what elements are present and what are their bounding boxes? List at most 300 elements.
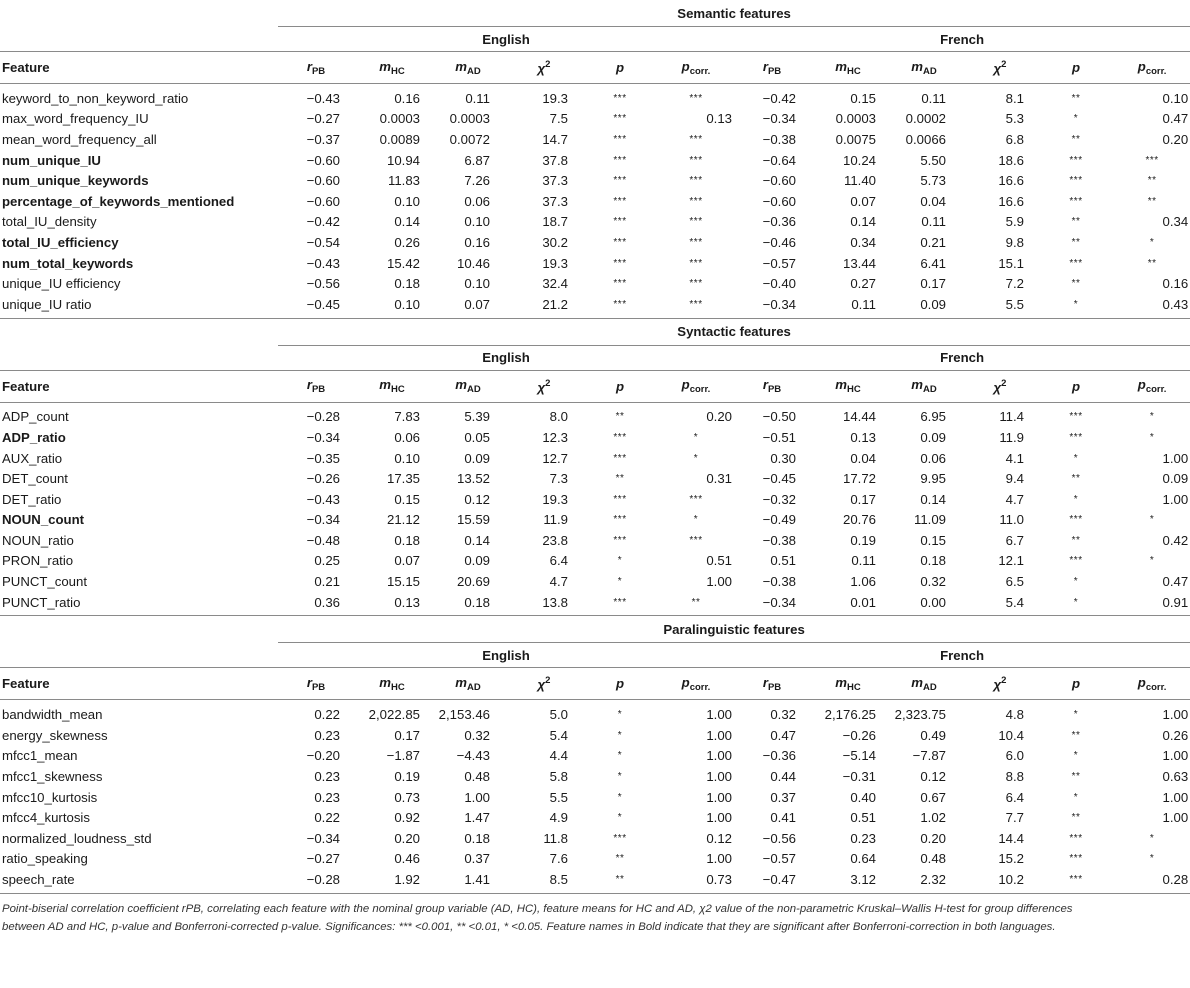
cell-pcorr-en: *** (689, 216, 703, 228)
cell-p-en: *** (613, 493, 627, 505)
cell-pcorr-fr: 0.20 (1162, 131, 1189, 147)
cell-chi2-en: 4.7 (549, 574, 568, 590)
feature-name: mfcc4_kurtosis (2, 810, 90, 826)
column-mhc: $m_{HC}$ (810, 370, 886, 402)
cell-chi2-en: 19.3 (542, 491, 568, 507)
cell-p-en: * (617, 555, 623, 567)
feature-name: PRON_ratio (2, 553, 74, 569)
cell-rpb-fr: −0.34 (762, 296, 796, 312)
cell-mhc-fr: −0.31 (842, 769, 876, 785)
cell-pcorr-en: 0.31 (706, 471, 732, 487)
cell-mad-fr: 0.11 (921, 214, 946, 230)
cell-pcorr-en: *** (689, 175, 703, 187)
cell-rpb-en: 0.36 (314, 594, 340, 610)
cell-mhc-fr: 0.14 (850, 214, 876, 230)
cell-mhc-en: 0.10 (394, 296, 420, 312)
cell-rpb-fr: −0.42 (762, 90, 796, 106)
feature-name: AUX_ratio (2, 450, 63, 466)
cell-pcorr-en: *** (689, 298, 703, 310)
cell-chi2-en: 19.3 (542, 90, 568, 106)
cell-rpb-fr: 0.37 (770, 789, 796, 805)
cell-chi2-en: 4.9 (549, 810, 568, 826)
cell-pcorr-fr: 1.00 (1162, 810, 1189, 826)
cell-pcorr-en: * (693, 431, 699, 443)
table-row (0, 212, 1190, 233)
language-english: English (278, 27, 734, 52)
cell-mad-en: 0.0003 (449, 111, 490, 127)
cell-mad-en: 0.10 (464, 276, 490, 292)
feature-name: unique_IU efficiency (2, 276, 121, 292)
cell-chi2-en: 19.3 (542, 255, 568, 271)
table-row (0, 489, 1190, 510)
cell-p-en: *** (613, 236, 627, 248)
cell-mad-en: 13.52 (456, 471, 490, 487)
cell-rpb-en: 0.22 (314, 810, 340, 826)
cell-mad-en: 1.41 (464, 872, 490, 888)
feature-name: speech_rate (2, 872, 75, 888)
cell-mhc-en: 0.13 (394, 594, 420, 610)
language-header-row (0, 643, 1190, 668)
cell-mad-en: 1.47 (464, 810, 490, 826)
cell-p-fr: ** (1071, 812, 1081, 824)
feature-name: PUNCT_ratio (2, 594, 81, 610)
feature-name: normalized_loudness_std (2, 830, 152, 846)
table-row (0, 704, 1190, 725)
cell-mad-fr: 0.15 (920, 532, 946, 548)
cell-p-en: * (617, 729, 623, 741)
column-pcorr: $p_{corr.}$ (658, 52, 734, 84)
table-row (0, 232, 1190, 253)
cell-rpb-fr: −0.40 (762, 276, 796, 292)
cell-mhc-fr: 13.44 (842, 255, 876, 271)
cell-pcorr-en: *** (689, 236, 703, 248)
cell-p-en: *** (613, 92, 627, 104)
cell-p-fr: ** (1071, 278, 1081, 290)
cell-p-fr: ** (1071, 133, 1081, 145)
feature-name: num_unique_keywords (2, 173, 149, 189)
cell-mad-fr: 2,323.75 (894, 707, 946, 723)
column-p: p (1038, 668, 1114, 700)
cell-p-en: ** (615, 874, 625, 886)
column-mad: $m_{AD}$ (430, 52, 506, 84)
cell-pcorr-fr: 1.00 (1162, 707, 1189, 723)
cell-mhc-en: 0.15 (394, 491, 420, 507)
cell-rpb-en: 0.21 (314, 574, 340, 590)
cell-p-fr: ** (1071, 534, 1081, 546)
column-header-row (0, 668, 1190, 700)
cell-pcorr-en: 0.51 (706, 553, 732, 569)
cell-pcorr-en: *** (689, 493, 703, 505)
cell-chi2-fr: 6.7 (1005, 532, 1024, 548)
table-row (0, 170, 1190, 191)
cell-p-en: ** (615, 473, 625, 485)
cell-pcorr-en: 1.00 (706, 769, 732, 785)
feature-name: DET_ratio (2, 491, 62, 507)
cell-mhc-en: 0.07 (394, 553, 420, 569)
cell-rpb-fr: −0.38 (762, 532, 796, 548)
cell-pcorr-en: *** (689, 133, 703, 145)
feature-name: num_unique_IU (2, 152, 101, 168)
table-row (0, 109, 1190, 130)
cell-pcorr-en: 1.00 (706, 727, 732, 743)
cell-chi2-fr: 4.1 (1005, 450, 1024, 466)
cell-mad-en: 0.09 (464, 450, 490, 466)
cell-rpb-en: −0.20 (306, 748, 340, 764)
cell-chi2-fr: 5.3 (1005, 111, 1024, 127)
column-rpb: $r_{PB}$ (278, 370, 354, 402)
cell-chi2-fr: 4.8 (1005, 707, 1024, 723)
section-title-row (0, 0, 1190, 27)
cell-p-en: * (617, 791, 623, 803)
cell-mad-en: 7.26 (464, 173, 490, 189)
column-pcorr: $p_{corr.}$ (1114, 668, 1190, 700)
cell-p-en: *** (613, 534, 627, 546)
cell-pcorr-fr: 0.09 (1162, 471, 1189, 487)
feature-name: DET_count (2, 471, 68, 487)
cell-chi2-en: 4.4 (549, 748, 568, 764)
cell-chi2-fr: 5.9 (1005, 214, 1024, 230)
cell-rpb-fr: −0.57 (762, 255, 796, 271)
table-row (0, 849, 1190, 870)
cell-mad-en: 0.18 (464, 594, 490, 610)
cell-mhc-fr: −5.14 (842, 748, 876, 764)
cell-pcorr-fr: 0.63 (1162, 769, 1189, 785)
cell-chi2-en: 21.2 (542, 296, 568, 312)
feature-name: mfcc10_kurtosis (2, 789, 98, 805)
cell-p-en: *** (613, 133, 627, 145)
cell-p-en: * (617, 771, 623, 783)
cell-mhc-fr: 0.15 (850, 90, 876, 106)
cell-chi2-fr: 4.7 (1005, 491, 1024, 507)
cell-mhc-en: 0.14 (394, 214, 420, 230)
cell-chi2-en: 12.3 (542, 429, 568, 445)
cell-chi2-fr: 15.1 (998, 255, 1024, 271)
cell-rpb-en: 0.23 (314, 789, 340, 805)
cell-mad-en: 0.07 (464, 296, 490, 312)
cell-rpb-fr: −0.64 (762, 152, 796, 168)
cell-mad-fr: 0.17 (920, 276, 946, 292)
cell-mhc-en: 0.10 (394, 450, 420, 466)
cell-chi2-fr: 11.4 (999, 409, 1024, 425)
feature-name: bandwidth_mean (2, 707, 103, 723)
cell-mhc-fr: 17.72 (842, 471, 876, 487)
cell-rpb-fr: 0.32 (770, 707, 796, 723)
feature-name: max_word_frequency_IU (2, 111, 149, 127)
cell-mad-fr: 0.18 (920, 553, 946, 569)
cell-p-en: *** (613, 195, 627, 207)
cell-pcorr-fr: ** (1147, 175, 1157, 187)
language-french: French (734, 345, 1190, 370)
language-english: English (278, 345, 734, 370)
cell-chi2-en: 37.3 (542, 173, 568, 189)
cell-p-en: *** (613, 596, 627, 608)
cell-chi2-fr: 9.4 (1005, 471, 1024, 487)
cell-p-fr: *** (1069, 832, 1083, 844)
cell-rpb-en: 0.22 (314, 707, 340, 723)
cell-pcorr-fr: 1.00 (1162, 450, 1189, 466)
cell-mhc-fr: 0.27 (850, 276, 876, 292)
cell-mad-en: −4.43 (456, 748, 490, 764)
cell-mhc-en: 1.92 (394, 872, 420, 888)
cell-mad-en: 1.00 (464, 789, 490, 805)
cell-pcorr-fr: ** (1147, 257, 1157, 269)
cell-pcorr-fr: 0.47 (1162, 111, 1189, 127)
table-row (0, 551, 1190, 572)
column-mad: $m_{AD}$ (886, 52, 962, 84)
table-row (0, 530, 1190, 551)
column-rpb: $r_{PB}$ (278, 668, 354, 700)
column-pcorr: $p_{corr.}$ (1114, 52, 1190, 84)
cell-mad-fr: 11.09 (913, 512, 946, 528)
cell-p-fr: *** (1069, 257, 1083, 269)
cell-mad-en: 10.46 (456, 255, 490, 271)
cell-rpb-en: 0.23 (314, 727, 340, 743)
cell-mhc-fr: 0.23 (850, 830, 876, 846)
cell-mhc-fr: 11.40 (843, 173, 876, 189)
cell-mad-en: 0.09 (464, 553, 490, 569)
column-p: p (1038, 52, 1114, 84)
cell-p-fr: * (1073, 576, 1079, 588)
language-header-row (0, 27, 1190, 52)
cell-rpb-en: −0.43 (306, 255, 340, 271)
cell-mhc-fr: 0.34 (850, 234, 876, 250)
column-rpb: $r_{PB}$ (734, 668, 810, 700)
cell-pcorr-fr: * (1149, 431, 1155, 443)
cell-mad-fr: 0.48 (920, 851, 946, 867)
cell-p-en: * (617, 576, 623, 588)
cell-rpb-en: −0.27 (306, 111, 340, 127)
section-title: Paralinguistic features (663, 621, 805, 637)
cell-mhc-en: 0.46 (394, 851, 420, 867)
column-mad: $m_{AD}$ (886, 668, 962, 700)
feature-name: mfcc1_skewness (2, 769, 103, 785)
cell-chi2-fr: 6.5 (1005, 574, 1024, 590)
feature-name: energy_skewness (2, 727, 108, 743)
table-row (0, 129, 1190, 150)
cell-rpb-en: −0.26 (306, 471, 340, 487)
cell-p-en: *** (613, 452, 627, 464)
cell-p-fr: *** (1069, 195, 1083, 207)
cell-mhc-en: 7.83 (394, 409, 420, 425)
table-row (0, 725, 1190, 746)
feature-name: num_total_keywords (2, 255, 134, 271)
cell-pcorr-fr: * (1149, 853, 1155, 865)
cell-mhc-en: 0.0003 (379, 111, 420, 127)
cell-chi2-en: 14.7 (542, 131, 568, 147)
feature-name: mean_word_frequency_all (2, 131, 157, 147)
cell-chi2-en: 8.5 (549, 872, 568, 888)
column-feature: Feature (0, 52, 278, 84)
cell-mad-fr: 0.14 (920, 491, 946, 507)
table-row (0, 746, 1190, 767)
column-p: p (1038, 370, 1114, 402)
cell-rpb-fr: −0.60 (762, 193, 796, 209)
cell-mhc-en: 11.83 (387, 173, 420, 189)
feature-name: unique_IU ratio (2, 296, 92, 312)
cell-p-en: *** (613, 257, 627, 269)
cell-rpb-fr: 0.47 (770, 727, 796, 743)
cell-pcorr-fr: 0.26 (1162, 727, 1189, 743)
cell-chi2-en: 37.8 (542, 152, 568, 168)
table-row (0, 253, 1190, 274)
cell-mhc-en: 10.94 (386, 152, 420, 168)
table-row (0, 766, 1190, 787)
column-p: p (582, 370, 658, 402)
cell-p-en: *** (613, 154, 627, 166)
language-french: French (734, 27, 1190, 52)
cell-p-fr: *** (1069, 874, 1083, 886)
cell-mad-en: 0.32 (464, 727, 490, 743)
column-p: p (582, 52, 658, 84)
cell-pcorr-en: 0.13 (706, 111, 732, 127)
cell-mhc-fr: 0.64 (850, 851, 876, 867)
cell-pcorr-en: 1.00 (706, 810, 732, 826)
cell-mhc-en: 0.19 (394, 769, 420, 785)
cell-mad-fr: 0.06 (920, 450, 946, 466)
column-pcorr: $p_{corr.}$ (658, 370, 734, 402)
column-chi2: $\chi^2$ (962, 668, 1038, 700)
cell-rpb-fr: −0.47 (762, 872, 796, 888)
section-title: Syntactic features (677, 324, 791, 340)
column-chi2: $\chi^2$ (506, 52, 582, 84)
cell-pcorr-fr: 1.00 (1162, 789, 1189, 805)
table-row (0, 191, 1190, 212)
column-mad: $m_{AD}$ (886, 370, 962, 402)
table-footnote: Point-biserial correlation coefficient rPB, correlating each feature with the nominal group variable (AD, HC), feature means for HC and AD, χ2 value of the non-parametric Kruskal–Wallis H-test for group differences between AD and HC, p-value and Bonferroni-corrected p-value. Significances: *** <0.001, ** <0.01, * <0.05. Feature names in Bold indicate that they are significant after Bonferroni-correction in both languages. (2, 902, 1073, 933)
cell-p-fr: * (1073, 493, 1079, 505)
cell-mad-fr: 6.41 (920, 255, 946, 271)
cell-rpb-en: −0.45 (306, 296, 340, 312)
cell-rpb-fr: −0.34 (762, 111, 796, 127)
cell-chi2-en: 5.4 (549, 727, 568, 743)
cell-mhc-en: 0.18 (394, 276, 420, 292)
cell-chi2-fr: 14.4 (998, 830, 1024, 846)
cell-chi2-fr: 12.1 (998, 553, 1024, 569)
cell-chi2-fr: 10.4 (998, 727, 1024, 743)
cell-rpb-en: 0.23 (314, 769, 340, 785)
cell-pcorr-en: 0.20 (706, 409, 732, 425)
language-french: French (734, 643, 1190, 668)
cell-rpb-fr: −0.60 (762, 173, 796, 189)
cell-mhc-en: 0.17 (394, 727, 420, 743)
cell-pcorr-en: *** (689, 92, 703, 104)
cell-pcorr-en: 1.00 (706, 707, 732, 723)
cell-mad-en: 2,153.46 (438, 707, 490, 723)
cell-rpb-en: −0.43 (306, 491, 340, 507)
feature-name: mfcc1_mean (2, 748, 78, 764)
cell-p-fr: ** (1071, 92, 1081, 104)
column-feature: Feature (0, 668, 278, 700)
cell-p-fr: ** (1071, 473, 1081, 485)
cell-mhc-fr: 0.51 (850, 810, 876, 826)
column-pcorr: $p_{corr.}$ (658, 668, 734, 700)
column-chi2: $\chi^2$ (962, 52, 1038, 84)
cell-pcorr-en: 1.00 (706, 574, 732, 590)
cell-mad-en: 0.10 (464, 214, 490, 230)
column-mhc: $m_{HC}$ (354, 668, 430, 700)
cell-chi2-fr: 11.0 (999, 512, 1024, 528)
cell-mhc-en: 15.15 (386, 574, 420, 590)
cell-p-fr: * (1073, 452, 1079, 464)
cell-p-en: *** (613, 431, 627, 443)
cell-chi2-fr: 16.6 (998, 173, 1024, 189)
cell-pcorr-fr: 0.42 (1162, 532, 1189, 548)
cell-p-en: ** (615, 411, 625, 423)
cell-chi2-en: 37.3 (542, 193, 568, 209)
cell-p-fr: ** (1071, 729, 1081, 741)
section-title-row (0, 318, 1190, 345)
cell-p-fr: *** (1069, 411, 1083, 423)
cell-rpb-en: −0.28 (306, 409, 340, 425)
column-mhc: $m_{HC}$ (810, 52, 886, 84)
cell-pcorr-fr: 0.28 (1162, 872, 1189, 888)
column-chi2: $\chi^2$ (506, 370, 582, 402)
cell-chi2-en: 12.7 (542, 450, 568, 466)
cell-pcorr-fr: 1.00 (1162, 748, 1189, 764)
cell-rpb-en: −0.60 (306, 173, 340, 189)
table-row (0, 427, 1190, 448)
cell-chi2-fr: 8.8 (1005, 769, 1024, 785)
cell-rpb-en: −0.34 (306, 429, 340, 445)
column-mhc: $m_{HC}$ (354, 370, 430, 402)
cell-chi2-fr: 9.8 (1005, 234, 1024, 250)
cell-mhc-fr: 3.12 (850, 872, 876, 888)
cell-p-fr: * (1073, 596, 1079, 608)
cell-pcorr-fr: *** (1145, 154, 1159, 166)
cell-mad-fr: 5.73 (920, 173, 946, 189)
cell-chi2-fr: 16.6 (998, 193, 1024, 209)
cell-chi2-fr: 11.9 (999, 429, 1024, 445)
section-title: Semantic features (677, 5, 791, 21)
cell-pcorr-fr: * (1149, 514, 1155, 526)
cell-mhc-fr: 10.24 (842, 152, 876, 168)
cell-rpb-fr: −0.46 (762, 234, 796, 250)
feature-name: NOUN_count (2, 512, 85, 528)
cell-mhc-en: 15.42 (386, 255, 420, 271)
cell-pcorr-fr: * (1149, 236, 1155, 248)
cell-p-fr: ** (1071, 771, 1081, 783)
cell-mad-fr: 0.11 (921, 90, 946, 106)
table-row (0, 787, 1190, 808)
cell-rpb-en: −0.34 (306, 512, 340, 528)
cell-rpb-fr: −0.57 (762, 851, 796, 867)
table-row (0, 407, 1190, 428)
cell-chi2-en: 32.4 (542, 276, 568, 292)
cell-chi2-fr: 6.4 (1005, 789, 1024, 805)
cell-mhc-fr: 14.44 (842, 409, 876, 425)
cell-p-en: * (617, 812, 623, 824)
cell-chi2-fr: 15.2 (998, 851, 1024, 867)
cell-chi2-fr: 10.2 (998, 872, 1024, 888)
cell-rpb-fr: −0.49 (762, 512, 796, 528)
cell-chi2-en: 5.8 (549, 769, 568, 785)
table-row (0, 294, 1190, 315)
cell-mhc-fr: 0.17 (850, 491, 876, 507)
cell-pcorr-fr: 0.10 (1162, 90, 1189, 106)
table-row (0, 828, 1190, 849)
cell-mad-fr: 0.12 (920, 769, 946, 785)
column-chi2: $\chi^2$ (506, 668, 582, 700)
table-row (0, 571, 1190, 592)
cell-rpb-en: −0.48 (306, 532, 340, 548)
cell-p-fr: *** (1069, 514, 1083, 526)
cell-mad-en: 0.18 (464, 830, 490, 846)
cell-p-fr: * (1073, 298, 1079, 310)
cell-rpb-en: −0.28 (306, 872, 340, 888)
cell-pcorr-en: *** (689, 195, 703, 207)
cell-rpb-fr: −0.38 (762, 131, 796, 147)
cell-p-en: *** (613, 175, 627, 187)
